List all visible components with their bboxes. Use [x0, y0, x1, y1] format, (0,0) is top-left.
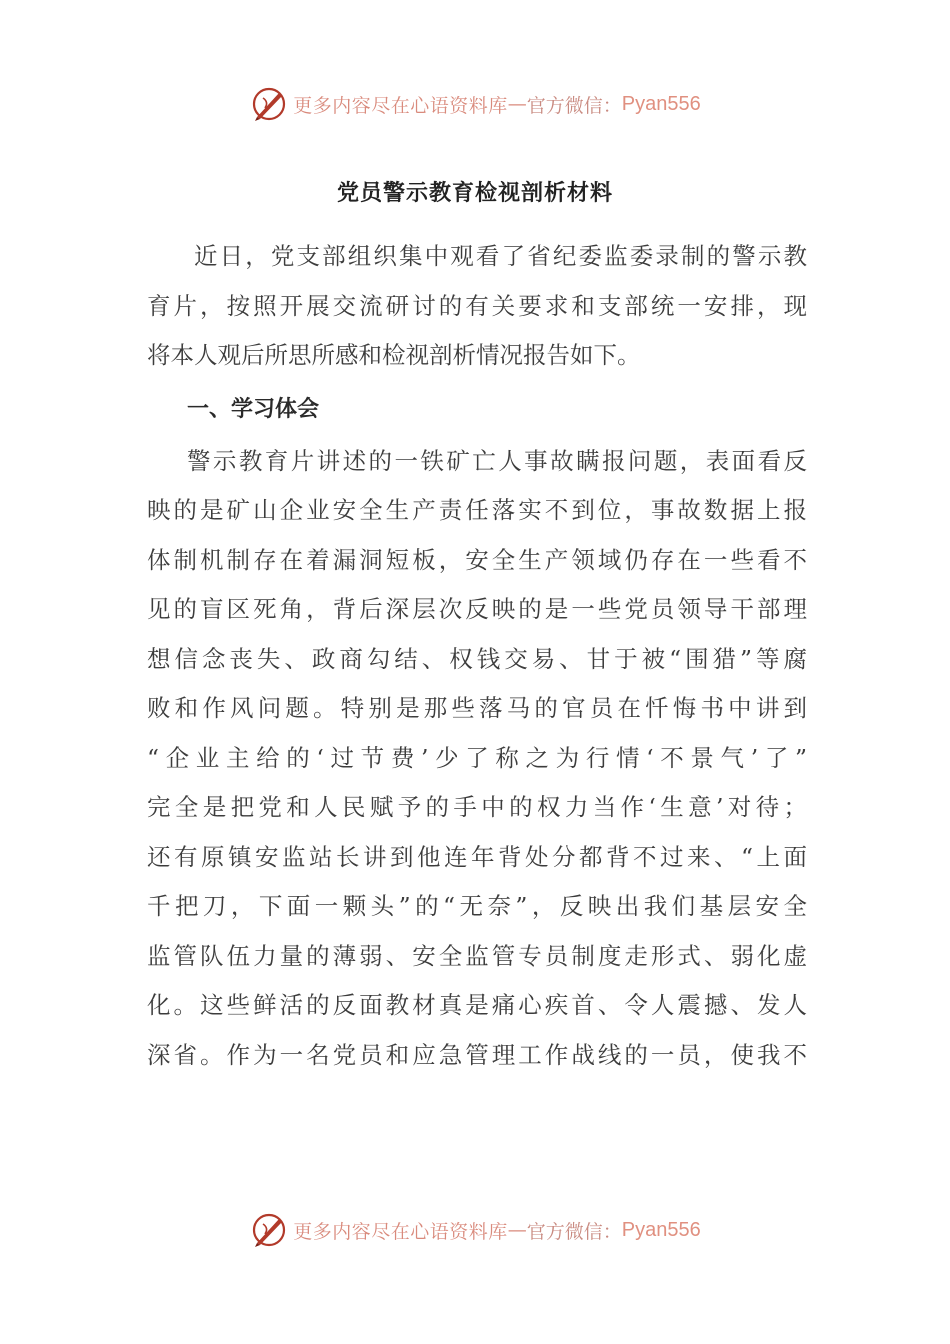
footer-watermark	[0, 1208, 950, 1252]
text-line: 深省。作为一名党员和应急管理工作战线的一员，使我不	[147, 1040, 807, 1069]
section-heading: 一、学习体会	[187, 396, 320, 422]
text-line: 化。这些鲜活的反面教材真是痛心疾首、令人震撼、发人	[147, 991, 807, 1019]
document-title: 党员警示教育检视剖析材料	[336, 181, 613, 206]
intro-paragraph-end	[147, 331, 807, 381]
section1-paragraph	[147, 437, 807, 1081]
watermark-dash: —	[507, 1219, 527, 1241]
watermark-wechat-label: 官方微信：	[526, 1220, 622, 1243]
text-line: 想信念丧失、政商勾结、权钱交易、甘于被“围猎”等腐	[147, 644, 807, 673]
text-line: 见的盲区死角，背后深层次反映的是一些党员领导干部理	[147, 595, 807, 623]
text-line: 败和作风问题。特别是那些落马的官员在忏悔书中讲到	[147, 694, 807, 722]
text-line: 监管队伍力量的薄弱、安全监管专员制度走形式、弱化虚	[147, 941, 807, 970]
watermark-text: 更多内容尽在心语资料库	[293, 94, 508, 117]
intro-paragraph	[147, 232, 807, 331]
text-line: 千把刀，下面一颗头”的“无奈”，反映出我们基层安全	[147, 892, 807, 920]
pen-logo-icon	[249, 84, 289, 124]
text-line: 将本人观后所思所感和检视剖析情况报告如下。	[147, 341, 641, 369]
text-line: 还有原镇安监站长讲到他连年背处分都背不过来、“上面	[147, 842, 807, 871]
pen-logo-icon	[249, 1210, 289, 1250]
text-line: 近日，党支部组织集中观看了省纪委监委录制的警示教	[194, 242, 807, 270]
text-line: 警示教育片讲述的一铁矿亡人事故瞒报问题，表面看反	[187, 446, 807, 475]
text-line: “企业主给的‘过节费’少了称之为行情‘不景气’了”	[147, 743, 807, 772]
text-line: 育片，按照开展交流研讨的有关要求和支部统一安排，现	[147, 291, 807, 320]
text-line: 体制机制存在着漏洞短板，安全生产领域仍存在一些看不	[147, 545, 807, 574]
watermark-wechat-id: Pyan556	[621, 92, 701, 115]
text-line: 完全是把党和人民赋予的手中的权力当作‘生意’对待；	[147, 793, 807, 821]
watermark-wechat-id: Pyan556	[621, 1218, 701, 1241]
watermark-wechat-label: 官方微信：	[526, 94, 622, 117]
text-line: 映的是矿山企业安全生产责任落实不到位，事故数据上报	[147, 496, 807, 524]
watermark-dash: —	[507, 93, 527, 115]
header-watermark	[0, 82, 950, 126]
watermark-text: 更多内容尽在心语资料库	[293, 1220, 508, 1243]
document-body	[147, 232, 807, 1080]
